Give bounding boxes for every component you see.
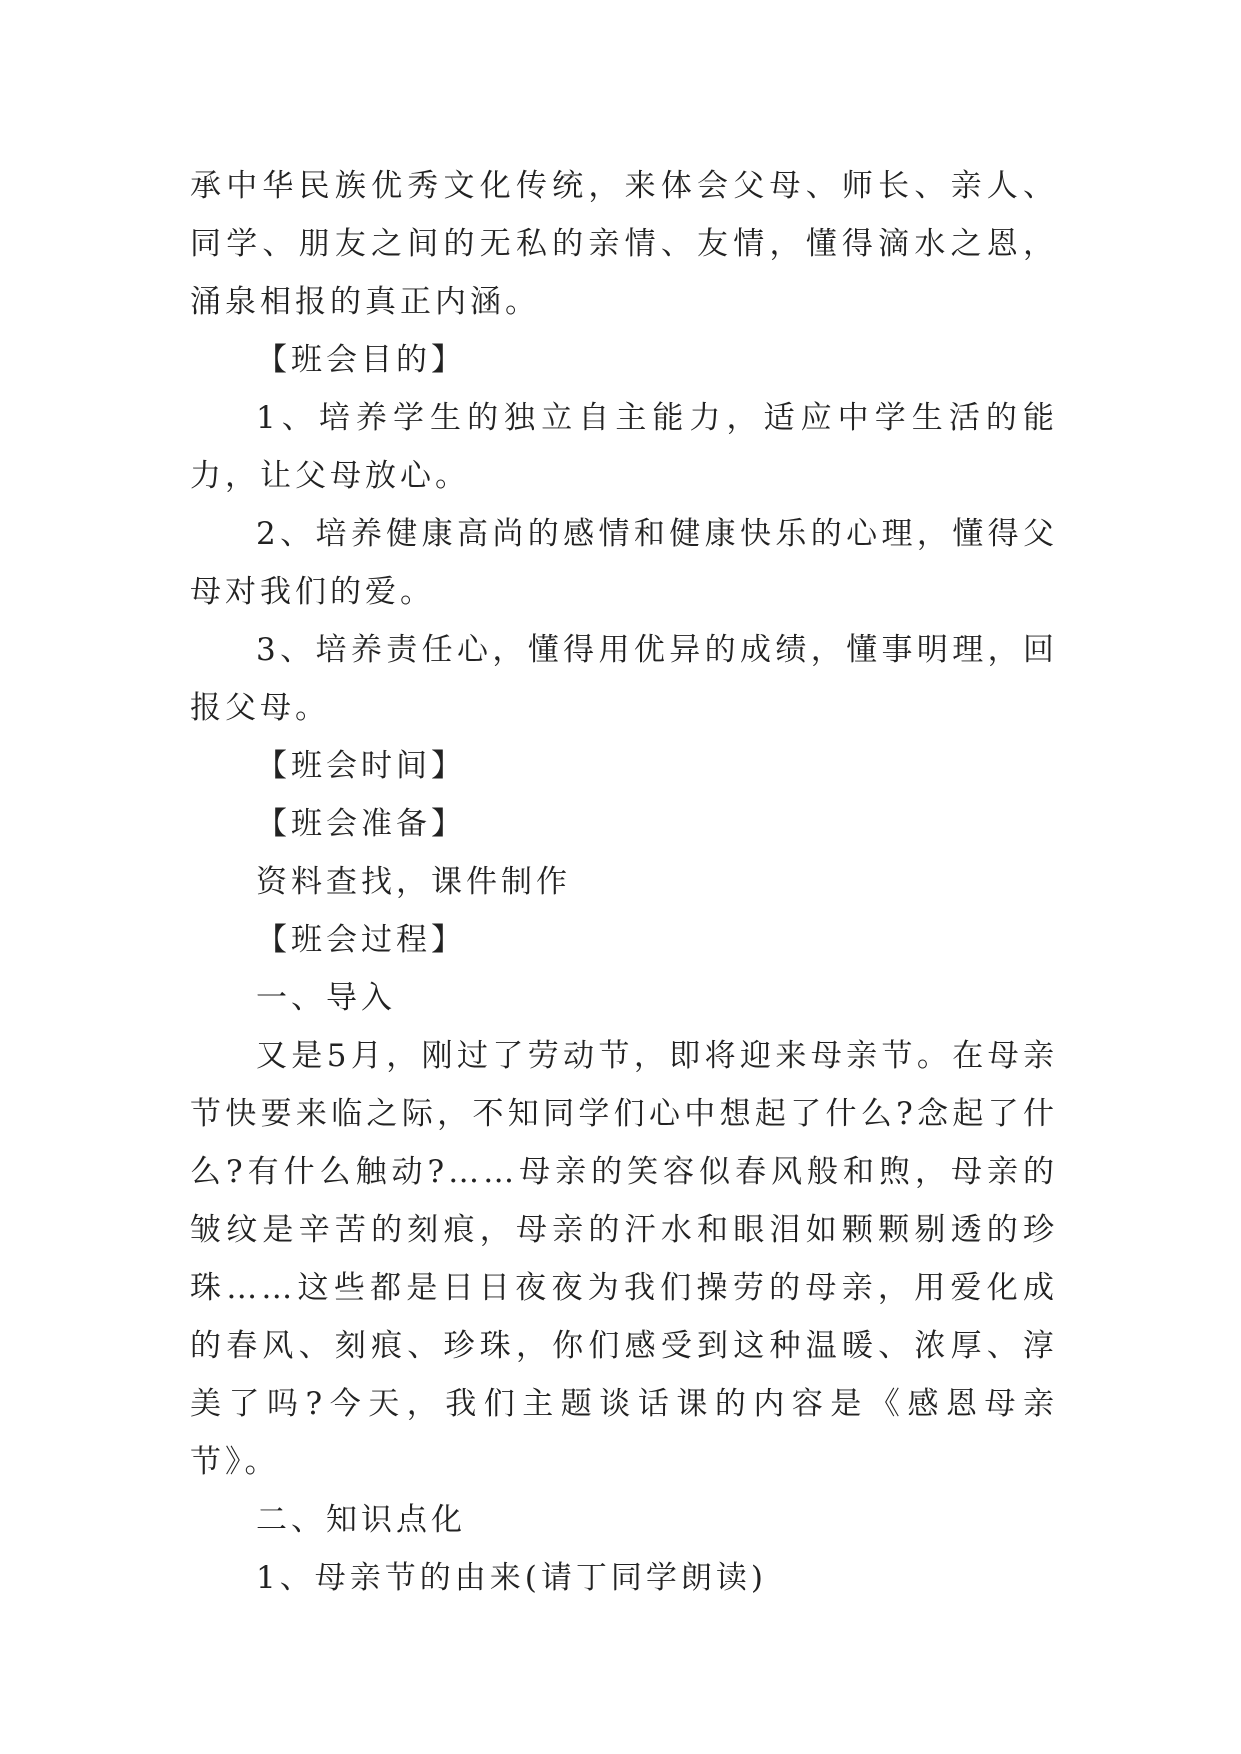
paragraph-intro-continuation: 承中华民族优秀文化传统，来体会父母、师长、亲人、同学、朋友之间的无私的亲情、友情，懂得滴水之恩，涌泉相报的真正内涵。 <box>190 168 1058 320</box>
document-body <box>190 157 1058 1607</box>
purpose-item-1: 1、培养学生的独立自主能力，适应中学生活的能力，让父母放心。 <box>190 400 1058 494</box>
heading-class-meeting-preparation: 【班会准备】 <box>256 806 466 842</box>
heading-class-meeting-process: 【班会过程】 <box>256 922 466 958</box>
preparation-text: 资料查找，课件制作 <box>256 864 571 900</box>
heading-class-meeting-time: 【班会时间】 <box>256 748 466 784</box>
purpose-item-3: 3、培养责任心，懂得用优异的成绩，懂事明理，回报父母。 <box>190 632 1058 726</box>
section-knowledge-heading: 二、知识点化 <box>256 1502 466 1538</box>
knowledge-item-1: 1、母亲节的由来(请丁同学朗读) <box>256 1560 767 1596</box>
introduction-paragraph: 又是5月，刚过了劳动节，即将迎来母亲节。在母亲节快要来临之际，不知同学们心中想起了什么?念起了什么?有什么触动?……母亲的笑容似春风般和煦，母亲的皱纹是辛苦的刻痕，母亲的汗水和眼泪如颗颗剔透的珍珠……这些都是日日夜夜为我们操劳的母亲，用爱化成的春风、刻痕、珍珠，你们感受到这种温暖、浓厚、淳美了吗?今天，我们主题谈话课的内容是《感恩母亲节》。 <box>190 1038 1058 1480</box>
heading-class-meeting-purpose: 【班会目的】 <box>256 342 466 378</box>
purpose-item-2: 2、培养健康高尚的感情和健康快乐的心理，懂得父母对我们的爱。 <box>190 516 1058 610</box>
section-introduction-heading: 一、导入 <box>256 980 396 1016</box>
